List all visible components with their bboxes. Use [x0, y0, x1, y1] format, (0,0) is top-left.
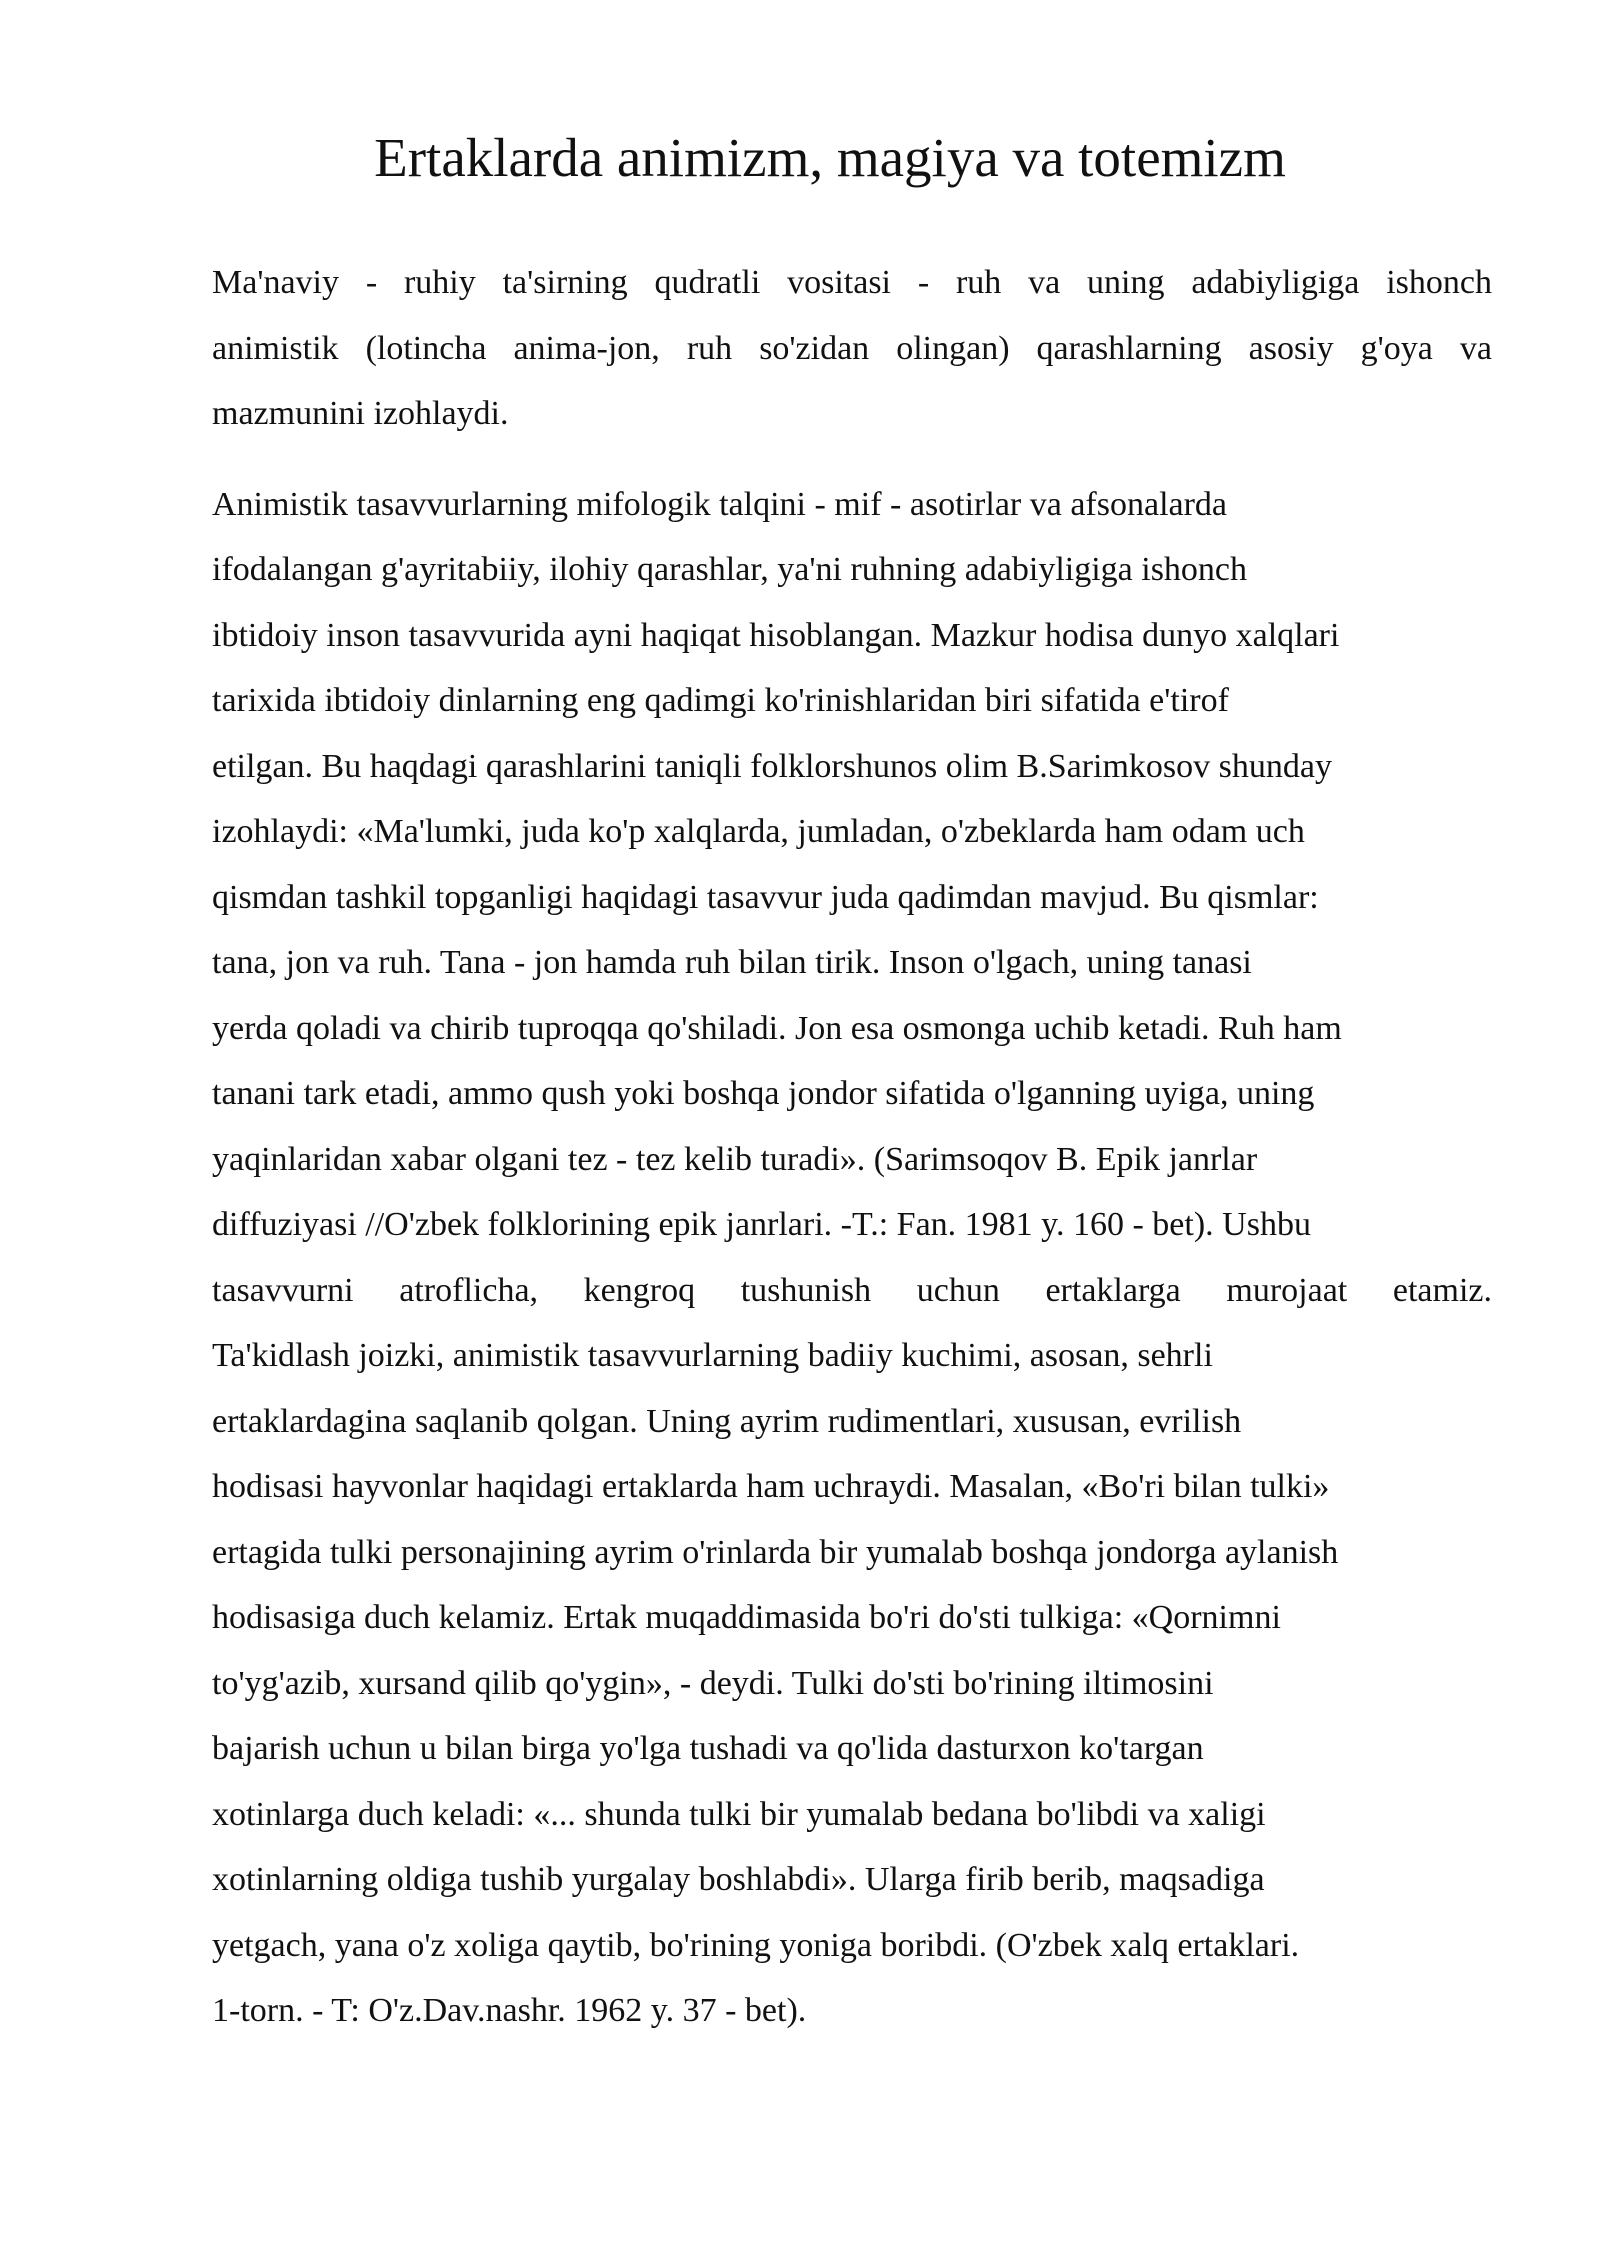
- paragraph: [212, 472, 1492, 2044]
- text-line: ibtidoiy inson tasavvurida ayni haqiqat hisoblangan. Mazkur hodisa dunyo xalqlari: [212, 616, 1340, 654]
- text-line: yerda qoladi va chirib tuproqqa qo'shiladi. Jon esa osmonga uchib ketadi. Ruh ham: [212, 1009, 1342, 1047]
- text-line: to'yg'azib, xursand qilib qo'ygin», - deydi. Tulki do'sti bo'rining iltimosini: [212, 1664, 1214, 1702]
- text-line: xotinlarning oldiga tushib yurgalay boshlabdi». Ularga firib berib, maqsadiga: [212, 1861, 1265, 1898]
- text-line: Ma'naviy - ruhiy ta'sirning qudratli vositasi - ruh va uning adabiyligiga ishonch: [212, 264, 1492, 301]
- text-line: tanani tark etadi, ammo qush yoki boshqa jondor sifatida o'lganning uyiga, uning: [212, 1075, 1315, 1112]
- text-line: animistik (lotincha anima-jon, ruh so'zidan olingan) qarashlarning asosiy g'oya va: [212, 329, 1492, 367]
- text-line: etilgan. Bu haqdagi qarashlarini taniqli folklorshunos olim B.Sarimkosov shunday: [212, 747, 1332, 785]
- text-line: yaqinlaridan xabar olgani tez - tez kelib turadi». (Sarimsoqov B. Epik janrlar: [212, 1140, 1258, 1178]
- text-line: 1-torn. - T: O'z.Dav.nashr. 1962 y. 37 - bet).: [212, 1992, 807, 2029]
- text-line: ertagida tulki personajining ayrim o'rinlarda bir yumalab boshqa jondorga aylanish: [212, 1533, 1339, 1571]
- text-line: xotinlarga duch keladi: «... shunda tulki bir yumalab bedana bo'libdi va xaligi: [212, 1795, 1266, 1833]
- text-line: qismdan tashkil topganligi haqidagi tasavvur juda qadimdan mavjud. Bu qismlar:: [212, 878, 1319, 916]
- text-line: izohlaydi: «Ma'lumki, juda ko'p xalqlarda, jumladan, o'zbeklarda ham odam uch: [212, 813, 1305, 850]
- paragraph-gap: [212, 447, 1492, 472]
- text-line: hodisasi hayvonlar haqidagi ertaklarda ham uchraydi. Masalan, «Bo'ri bilan tulki»: [212, 1468, 1330, 1505]
- text-line: ertaklardagina saqlanib qolgan. Uning ayrim rudimentlari, xususan, evrilish: [212, 1402, 1242, 1440]
- text-line: hodisasiga duch kelamiz. Ertak muqaddimasida bo'ri do'sti tulkiga: «Qornimni: [212, 1599, 1281, 1636]
- text-line: mazmunini izohlaydi.: [212, 395, 509, 432]
- text-line: tasavvurni atroflicha, kengroq tushunish uchun ertaklarga murojaat etamiz.: [212, 1271, 1492, 1309]
- text-line: bajarish uchun u bilan birga yo'lga tushadi va qo'lida dasturxon ko'targan: [212, 1730, 1204, 1767]
- document-title: Ertaklarda animizm, magiya va totemizm: [374, 127, 1286, 188]
- text-line: diffuziyasi //O'zbek folklorining epik janrlari. -T.: Fan. 1981 y. 160 - bet). Ushbu: [212, 1206, 1311, 1243]
- text-line: tana, jon va ruh. Tana - jon hamda ruh bilan tirik. Inson o'lgach, uning tanasi: [212, 944, 1252, 981]
- paragraph: [212, 250, 1492, 447]
- text-line: Ta'kidlash joizki, animistik tasavvurlarning badiiy kuchimi, asosan, sehrli: [212, 1337, 1213, 1374]
- text-line: Animistik tasavvurlarning mifologik talqini - mif - asotirlar va afsonalarda: [212, 485, 1228, 523]
- text-line: yetgach, yana o'z xoliga qaytib, bo'rining yoniga boribdi. (O'zbek xalq ertaklari.: [212, 1926, 1300, 1964]
- document-body: [212, 250, 1492, 2044]
- text-line: ifodalangan g'ayritabiiy, ilohiy qarashlar, ya'ni ruhning adabiyligiga ishonch: [212, 551, 1248, 588]
- text-line: tarixida ibtidoiy dinlarning eng qadimgi ko'rinishlaridan biri sifatida e'tirof: [212, 682, 1229, 719]
